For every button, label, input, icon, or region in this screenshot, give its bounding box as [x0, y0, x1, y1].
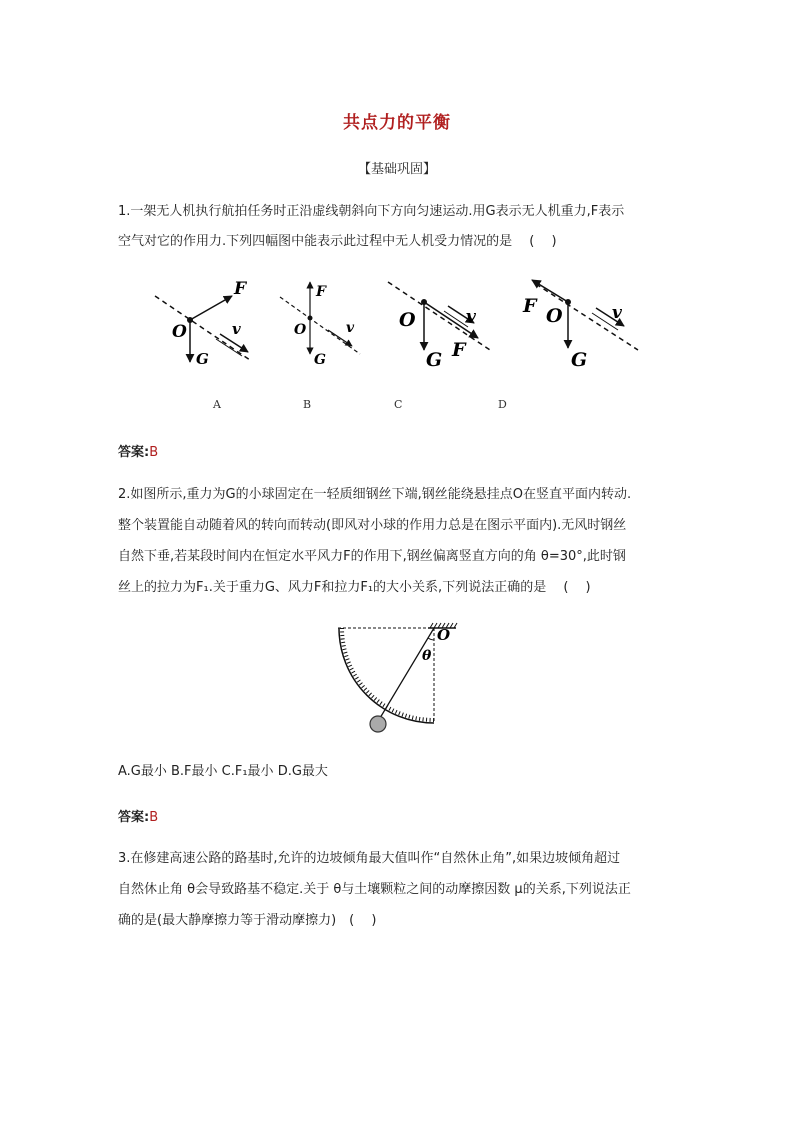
question-1-line-2: 空气对它的作用力.下列四幅图中能表示此过程中无人机受力情况的是 ( ) — [118, 234, 557, 249]
question-3-line-1: 3.在修建高速公路的路基时,允许的边坡倾角最大值叫作“自然休止角”,如果边坡倾角超过 — [118, 851, 621, 866]
page-title: 共点力的平衡 — [343, 113, 451, 133]
question-2-line-1: 2.如图所示,重力为G的小球固定在一轻质细钢丝下端,钢丝能绕悬挂点O在竖直平面内转动. — [118, 487, 632, 502]
option-label-d: D — [498, 398, 507, 411]
diagram-c-label-f: F — [452, 339, 466, 361]
diagram-d-label-o: O — [546, 305, 563, 327]
diagram-a — [155, 279, 250, 368]
question-2-line-4: 丝上的拉力为F₁.关于重力G、风力F和拉力F₁的大小关系,下列说法正确的是 ( ) — [118, 580, 591, 595]
answer-value: B — [149, 810, 159, 825]
diagram-d-label-f: F — [523, 295, 537, 317]
diagram-c — [388, 282, 490, 371]
question-2-figure — [330, 618, 460, 738]
question-2-line-2: 整个装置能自动随着风的转向而转动(即风对小球的作用力总是在图示平面内).无风时钢丝 — [118, 518, 627, 533]
diagram-d — [522, 280, 638, 371]
question-1-line-1: 1.一架无人机执行航拍任务时正沿虚线朝斜向下方向匀速运动.用G表示无人机重力,F表示 — [118, 204, 625, 219]
question-3-line-3: 确的是(最大静摩擦力等于滑动摩擦力) ( ) — [118, 913, 377, 928]
diagram-a-label-g: G — [196, 350, 209, 368]
angle-label-theta: θ — [422, 648, 432, 664]
diagram-c-label-g: G — [426, 349, 443, 371]
answer-label: 答案: — [118, 810, 150, 825]
question-2-answer — [118, 806, 158, 825]
question-1-figure — [140, 272, 660, 382]
question-2-line-3: 自然下垂,若某段时间内在恒定水平风力F的作用下,钢丝偏离竖直方向的角 θ=30°,此时钢 — [118, 549, 626, 564]
diagram-d-label-g: G — [571, 349, 588, 371]
option-label-b: B — [303, 398, 312, 411]
diagram-c-label-v: v — [466, 307, 476, 327]
diagram-b-label-f: F — [316, 284, 326, 300]
diagram-b — [280, 282, 360, 368]
question-2-options: A.G最小 B.F最小 C.F₁最小 D.G最大 — [118, 764, 328, 779]
section-heading: 【基础巩固】 — [357, 162, 436, 177]
diagram-a-label-o: O — [172, 322, 187, 342]
diagram-b-label-o: O — [294, 322, 307, 338]
option-label-a: A — [213, 398, 221, 411]
diagram-a-label-f: F — [234, 279, 247, 299]
diagram-b-label-g: G — [314, 352, 326, 368]
answer-value: B — [149, 445, 159, 460]
answer-label: 答案: — [118, 445, 150, 460]
option-label-c: C — [394, 398, 403, 411]
diagram-b-label-v: v — [346, 320, 355, 336]
diagram-c-label-o: O — [399, 309, 416, 331]
diagram-a-label-v: v — [232, 320, 241, 338]
question-1-answer — [118, 441, 158, 460]
diagram-d-label-v: v — [612, 303, 622, 323]
pivot-label-o: O — [437, 626, 451, 644]
question-3-line-2: 自然休止角 θ会导致路基不稳定.关于 θ与土壤颗粒之间的动摩擦因数 μ的关系,下列说法正 — [118, 882, 631, 897]
